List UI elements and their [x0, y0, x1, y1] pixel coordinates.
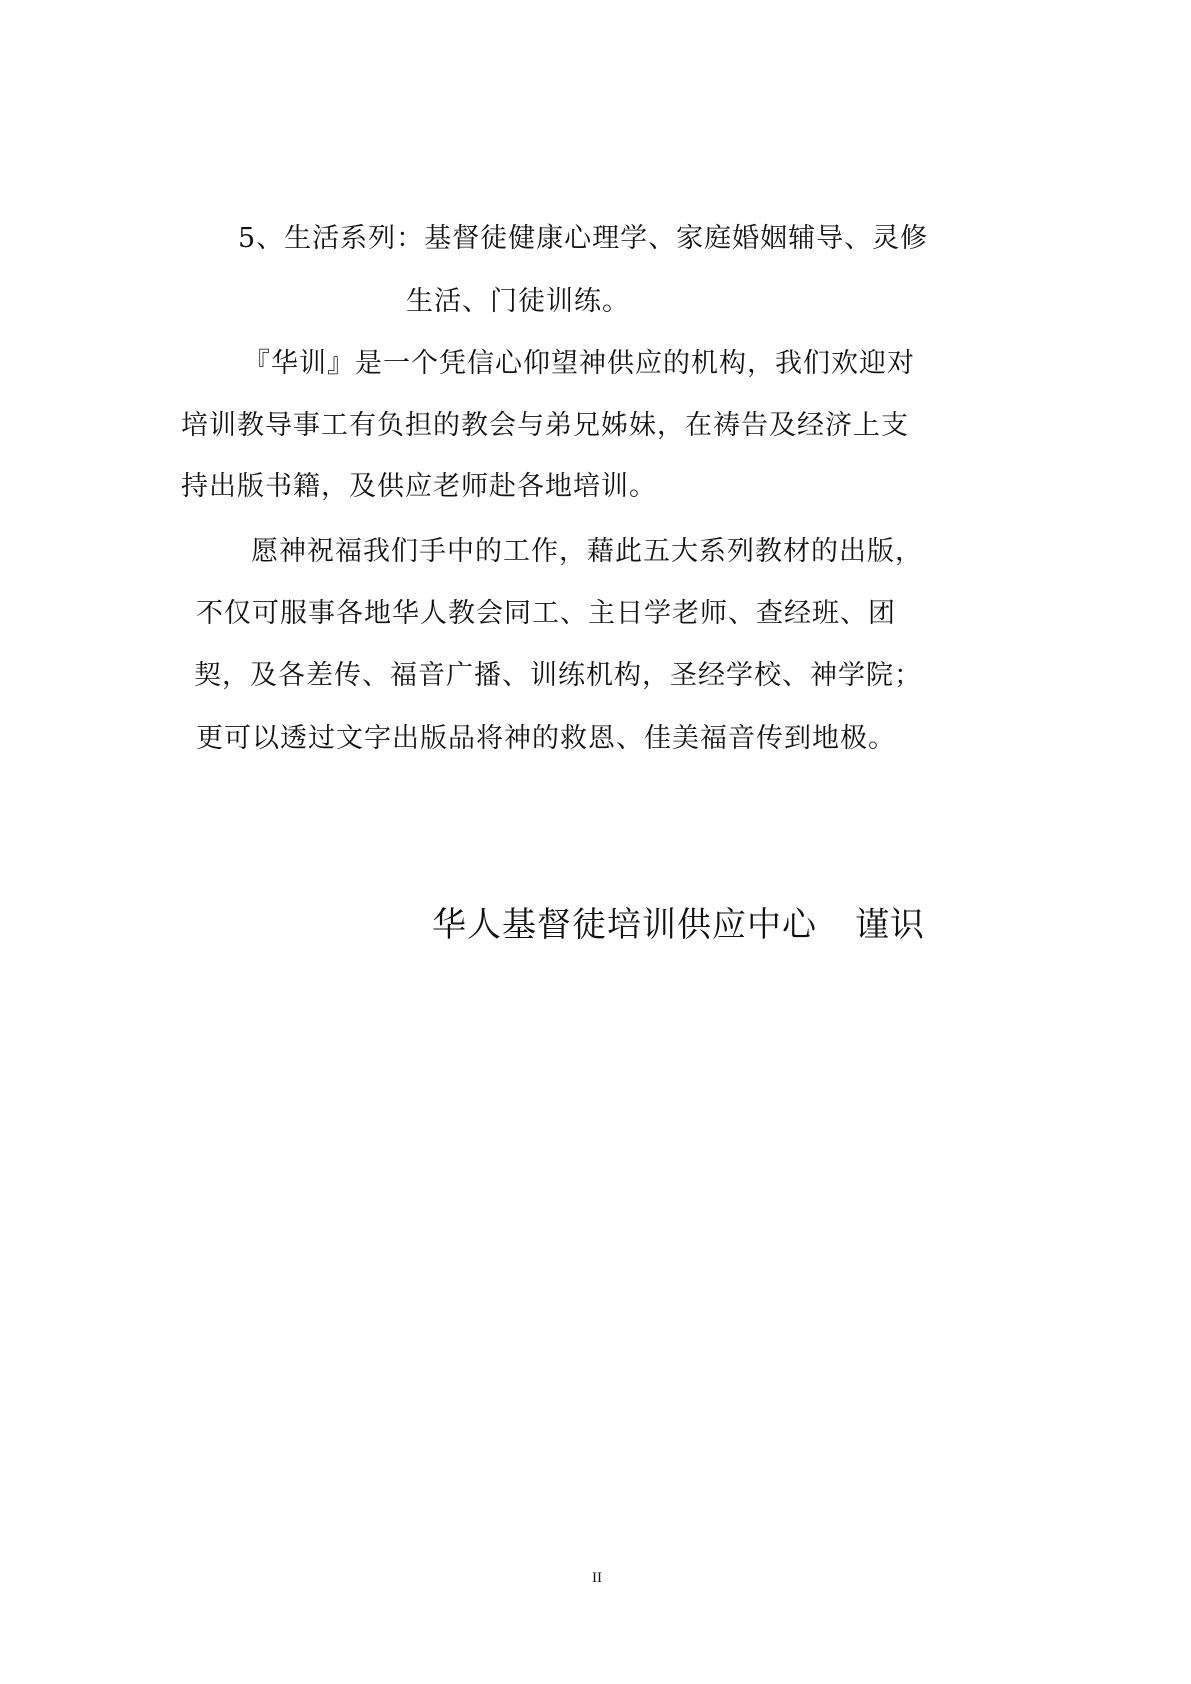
paragraph-blessing-line-2: 不仅可服事各地华人教会同工、主日学老师、查经班、团	[196, 598, 896, 629]
paragraph-blessing-line-4: 更可以透过文字出版品将神的救恩、佳美福音传到地极。	[196, 723, 896, 754]
signature-organization: 华人基督徒培训供应中心	[432, 905, 817, 945]
paragraph-blessing-line-1: 愿神祝福我们手中的工作，藉此五大系列教材的出版，	[251, 536, 923, 567]
paragraph-blessing-line-3: 契，及各差传、福音广播、训练机构，圣经学校、神学院；	[194, 660, 922, 691]
signature-block	[432, 904, 925, 946]
page-number: II	[592, 1570, 602, 1586]
life-series-continuation: 生活、门徒训练。	[406, 286, 630, 317]
paragraph-mission-line-3: 持出版书籍，及供应老师赴各地培训。	[181, 471, 657, 502]
paragraph-mission-line-1: 『华训』是一个凭信心仰望神供应的机构，我们欢迎对	[243, 348, 915, 379]
signature-closing: 谨识	[855, 905, 925, 945]
life-series-line: 5、生活系列：基督徒健康心理学、家庭婚姻辅导、灵修	[238, 223, 929, 254]
paragraph-mission-line-2: 培训教导事工有负担的教会与弟兄姊妹，在祷告及经济上支	[181, 410, 909, 441]
